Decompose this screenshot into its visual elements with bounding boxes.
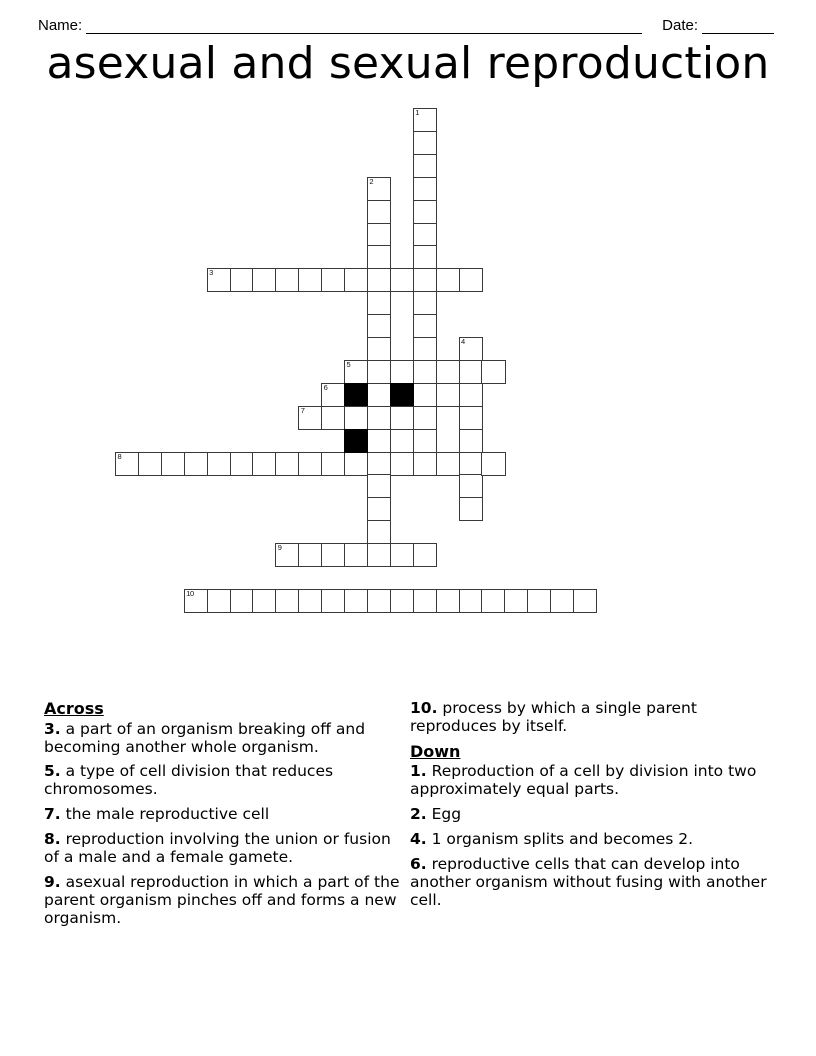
crossword-cell-number: 5: [346, 359, 351, 369]
clue-across-3[interactable]: [44, 721, 406, 757]
crossword-cell[interactable]: [413, 314, 437, 338]
crossword-cell[interactable]: [230, 589, 254, 613]
crossword-cell[interactable]: [390, 589, 414, 613]
crossword-cell[interactable]: [413, 154, 437, 178]
clue-number: 2.: [410, 805, 427, 824]
crossword-cell[interactable]: [413, 245, 437, 269]
crossword-cell[interactable]: [230, 268, 254, 292]
crossword-cell[interactable]: [413, 543, 437, 567]
crossword-cell[interactable]: [390, 360, 414, 384]
crossword-cell[interactable]: [161, 452, 185, 476]
crossword-cell[interactable]: [459, 268, 483, 292]
clue-text: the male reproductive cell: [60, 805, 270, 824]
crossword-cell[interactable]: [367, 337, 391, 361]
page-title: asexual and sexual reproduction: [46, 38, 770, 89]
across-heading: Across: [44, 699, 104, 718]
crossword-cell[interactable]: [344, 543, 368, 567]
crossword-cell[interactable]: [367, 452, 391, 476]
crossword-cell-number: 4: [461, 337, 465, 346]
crossword-cell[interactable]: [436, 383, 460, 407]
crossword-cell[interactable]: [252, 452, 276, 476]
crossword-cell[interactable]: [298, 543, 322, 567]
crossword-cell[interactable]: [367, 291, 391, 315]
crossword-cell[interactable]: [459, 429, 483, 453]
crossword-cell[interactable]: [527, 589, 551, 613]
clue-text: Egg: [426, 805, 462, 824]
clue-number: 9.: [44, 873, 61, 892]
clue-down-1[interactable]: [410, 763, 774, 799]
crossword-cell[interactable]: [344, 589, 368, 613]
crossword-cell[interactable]: [413, 360, 437, 384]
clue-down-2[interactable]: [410, 806, 774, 824]
crossword-cell[interactable]: [298, 406, 322, 430]
clue-text: a type of cell division that reduces chromosomes.: [44, 762, 334, 799]
crossword-cell[interactable]: [184, 589, 208, 613]
crossword-cell[interactable]: [413, 108, 437, 132]
crossword-cell[interactable]: [413, 291, 437, 315]
crossword-cell[interactable]: [367, 223, 391, 247]
crossword-cell[interactable]: [207, 268, 231, 292]
crossword-cell[interactable]: [138, 452, 162, 476]
date-label: Date:: [662, 17, 698, 34]
crossword-cell-number: 3: [209, 268, 213, 278]
crossword-cell[interactable]: [390, 543, 414, 567]
crossword-cell[interactable]: [367, 543, 391, 567]
crossword-cell[interactable]: [207, 589, 231, 613]
clue-number: 4.: [410, 830, 427, 849]
crossword-cell[interactable]: [367, 520, 391, 544]
across-clue-column: [44, 700, 406, 935]
crossword-cell[interactable]: [184, 452, 208, 476]
crossword-block-cell: [344, 383, 368, 407]
clue-down-6[interactable]: [410, 856, 774, 910]
crossword-cell[interactable]: [275, 268, 299, 292]
clue-area: [44, 700, 774, 960]
crossword-cell[interactable]: [275, 543, 299, 567]
crossword-cell[interactable]: [550, 589, 574, 613]
crossword-cell[interactable]: [436, 452, 460, 476]
crossword-cell[interactable]: [367, 268, 391, 292]
crossword-cell[interactable]: [413, 452, 437, 476]
name-label: Name:: [38, 17, 83, 34]
crossword-cell[interactable]: [413, 383, 437, 407]
down-heading: Down: [410, 741, 461, 761]
crossword-cell[interactable]: [344, 360, 368, 384]
crossword-cell[interactable]: [459, 406, 483, 430]
crossword-cell[interactable]: [459, 474, 483, 498]
crossword-cell[interactable]: [573, 589, 597, 613]
crossword-cell[interactable]: [321, 589, 345, 613]
clue-text: a part of an organism breaking off and becoming another whole organism.: [44, 719, 366, 756]
crossword-cell[interactable]: [298, 452, 322, 476]
crossword-cell[interactable]: [275, 589, 299, 613]
clue-text: asexual reproduction in which a part of the parent organism pinches off and forms a new organism.: [44, 873, 400, 928]
clue-number: 7.: [44, 805, 61, 824]
crossword-cell[interactable]: [367, 314, 391, 338]
crossword-cell-number: 1: [415, 108, 419, 117]
crossword-cell[interactable]: [367, 474, 391, 498]
crossword-cell-number: 2: [369, 176, 374, 186]
crossword-cell[interactable]: [413, 406, 437, 430]
crossword-cell[interactable]: [436, 268, 460, 292]
crossword-cell[interactable]: [321, 406, 345, 430]
crossword-cell[interactable]: [367, 406, 391, 430]
clue-number: 8.: [44, 830, 61, 849]
crossword-cell[interactable]: [436, 589, 460, 613]
crossword-cell[interactable]: [367, 429, 391, 453]
clue-across-7[interactable]: [44, 806, 406, 824]
crossword-cell[interactable]: [413, 200, 437, 224]
crossword-cell[interactable]: [413, 429, 437, 453]
clue-number: 10.: [410, 699, 438, 717]
crossword-cell[interactable]: [344, 452, 368, 476]
crossword-cell[interactable]: [459, 589, 483, 613]
down-clue-column: [410, 700, 774, 917]
crossword-cell[interactable]: [390, 406, 414, 430]
crossword-cell[interactable]: [230, 452, 254, 476]
crossword-cell-number: 10: [186, 588, 194, 598]
crossword-cell[interactable]: [367, 589, 391, 613]
crossword-cell[interactable]: [367, 383, 391, 407]
crossword-cell[interactable]: [459, 360, 483, 384]
clue-down-4[interactable]: [410, 831, 774, 849]
crossword-cell[interactable]: [413, 177, 437, 201]
crossword-cell-number: 9: [277, 543, 282, 553]
crossword-cell[interactable]: [390, 452, 414, 476]
crossword-cell-number: 6: [323, 382, 328, 392]
clue-text: 1 organism splits and becomes 2.: [426, 830, 694, 849]
crossword-cell[interactable]: [321, 543, 345, 567]
crossword-cell[interactable]: [481, 589, 505, 613]
crossword-cell[interactable]: [367, 360, 391, 384]
clue-across-5[interactable]: [44, 763, 406, 799]
crossword-block-cell: [344, 429, 368, 453]
clue-across-10[interactable]: [410, 700, 774, 736]
crossword-cell-number: 8: [117, 451, 122, 461]
clue-across-9[interactable]: [44, 874, 406, 928]
clue-number: 1.: [410, 762, 427, 781]
crossword-cell[interactable]: [275, 452, 299, 476]
crossword-block-cell: [390, 383, 414, 407]
clue-number: 5.: [44, 762, 61, 781]
crossword-cell[interactable]: [436, 360, 460, 384]
crossword-cell[interactable]: [481, 452, 505, 476]
crossword-cell[interactable]: [207, 452, 231, 476]
clue-across-8[interactable]: [44, 831, 406, 867]
clue-text: Reproduction of a cell by division into two approximately equal parts.: [410, 762, 757, 799]
crossword-cell[interactable]: [115, 452, 139, 476]
crossword-cell[interactable]: [413, 337, 437, 361]
crossword-cell[interactable]: [298, 589, 322, 613]
crossword-cell[interactable]: [367, 245, 391, 269]
crossword-cell[interactable]: [252, 589, 276, 613]
crossword-cell[interactable]: [413, 223, 437, 247]
crossword-cell[interactable]: [367, 177, 391, 201]
crossword-cell[interactable]: [298, 268, 322, 292]
crossword-cell[interactable]: [390, 268, 414, 292]
crossword-cell[interactable]: [367, 200, 391, 224]
crossword-cell[interactable]: [344, 406, 368, 430]
clue-number: 6.: [410, 855, 427, 874]
crossword-cell[interactable]: [459, 383, 483, 407]
crossword-cell[interactable]: [321, 268, 345, 292]
crossword-cell[interactable]: [481, 360, 505, 384]
clue-text: reproductive cells that can develop into another organism without fusing with another cell.: [410, 855, 767, 910]
clue-text: reproduction involving the union or fusion of a male and a female gamete.: [44, 830, 391, 867]
crossword-cell[interactable]: [321, 452, 345, 476]
crossword-cell[interactable]: [413, 268, 437, 292]
crossword-cell[interactable]: [459, 337, 483, 361]
crossword-cell[interactable]: [367, 497, 391, 521]
crossword-cell[interactable]: [413, 131, 437, 155]
clue-text: process by which a single parent reproduces by itself.: [410, 699, 697, 735]
crossword-cell[interactable]: [459, 452, 483, 476]
crossword-cell[interactable]: [459, 497, 483, 521]
crossword-cell[interactable]: [344, 268, 368, 292]
crossword-cell[interactable]: [413, 589, 437, 613]
crossword-cell[interactable]: [321, 383, 345, 407]
crossword-cell-number: 7: [300, 405, 305, 415]
clue-number: 3.: [44, 719, 61, 738]
crossword-cell[interactable]: [504, 589, 528, 613]
crossword-cell[interactable]: [252, 268, 276, 292]
